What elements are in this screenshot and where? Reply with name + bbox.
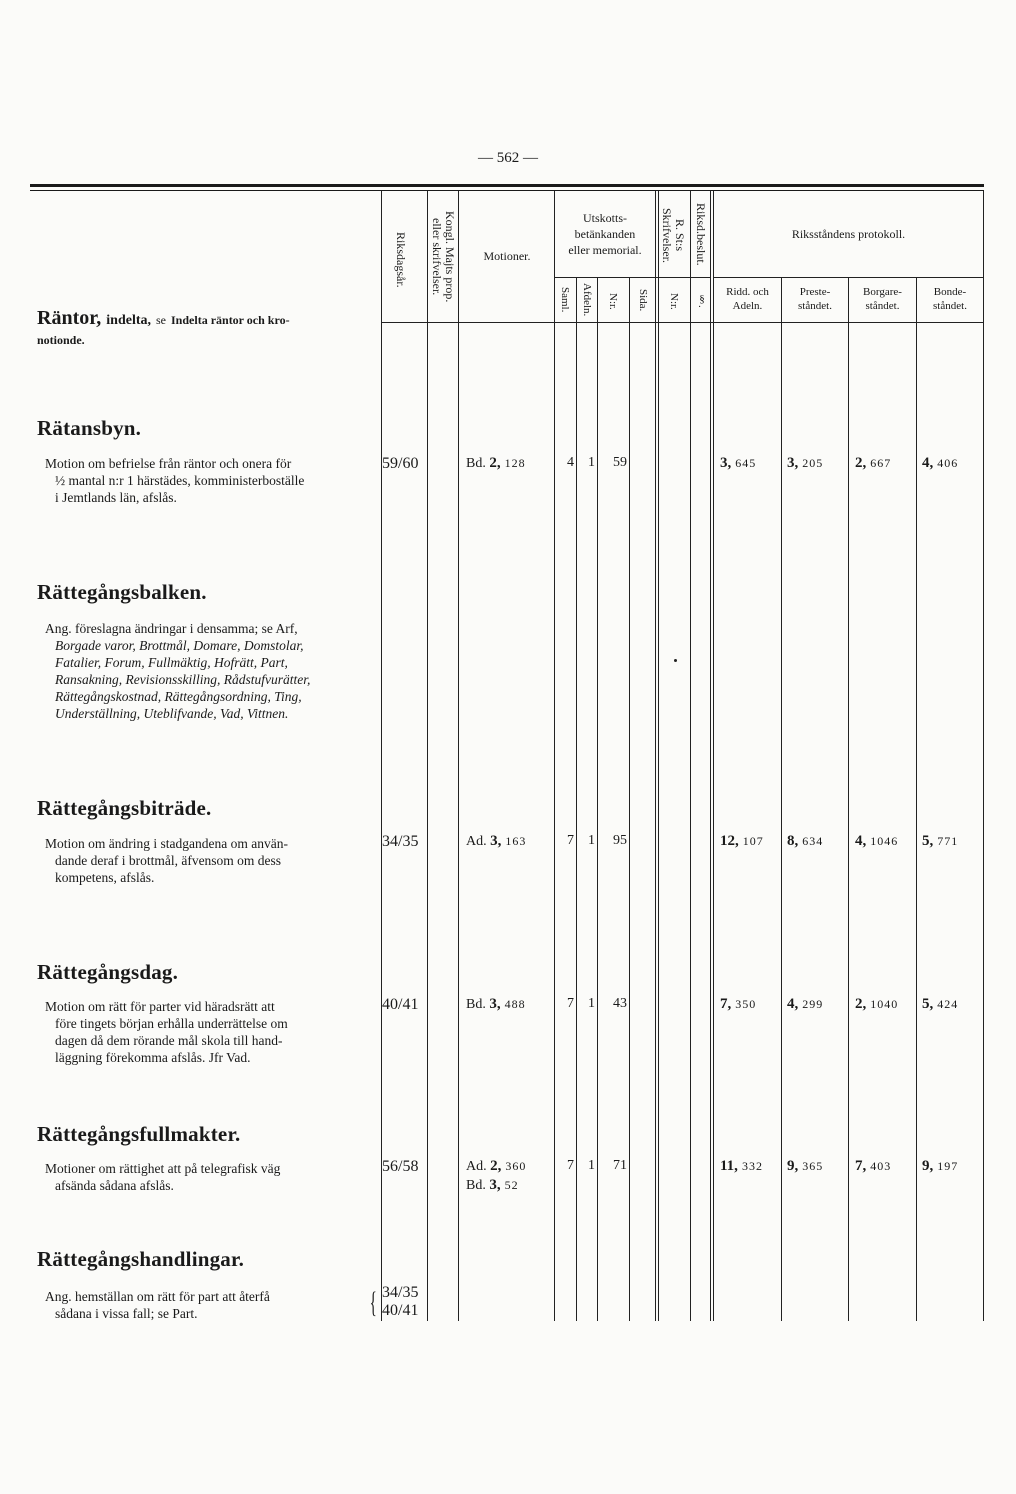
motion-cell: Ad. 2, 360 — [466, 1158, 527, 1174]
desc-line: Ransakning, Revisionsskilling, Rådstufvurätter, — [55, 672, 311, 687]
col-line-protokoll-left — [710, 191, 714, 1321]
col-line-bonde-left — [916, 278, 917, 1321]
motion-cell: Bd. 3, 52 — [466, 1177, 519, 1193]
header-rstis-skrifvelser: R. St:s Skrifvelser. — [660, 207, 687, 263]
year-cell: 40/41 — [382, 996, 419, 1013]
motion-cell: Bd. 3, 488 — [466, 996, 526, 1012]
col-line-rstis-left — [655, 191, 659, 1321]
saml-cell: 4 — [567, 455, 574, 470]
desc-line: kompetens, afslås. — [55, 870, 155, 885]
year-cell: 56/58 — [382, 1158, 419, 1175]
top-rule-thin — [30, 190, 984, 191]
header-utskotts: Utskotts- betänkanden eller memorial. — [568, 211, 642, 257]
borgare-cell: 2, 1040 — [855, 996, 899, 1012]
afdeln-cell: 1 — [588, 1158, 595, 1173]
col-line-kongl-left — [427, 191, 428, 1321]
page-number: — 562 — — [478, 150, 538, 166]
motion-cell: Bd. 2, 128 — [466, 455, 526, 471]
bonde-cell: 5, 424 — [922, 996, 959, 1012]
ridd-cell: 12, 107 — [720, 833, 764, 849]
nr-cell: 95 — [613, 833, 627, 848]
afdeln-cell: 1 — [588, 455, 595, 470]
desc-line: Motion om befrielse från räntor och onera för — [45, 456, 292, 471]
section-title-rattegangshandlingar: Rättegångshandlingar. — [37, 1247, 245, 1271]
col-line-sida-left — [629, 278, 630, 1321]
col-line-right — [983, 191, 984, 1321]
desc-line: dagen då dem rörande mål skola till hand- — [55, 1033, 283, 1048]
desc-line: Rättegångskostnad, Rättegångsordning, Ting, — [55, 689, 302, 704]
header-riksd-beslut: Riksd.beslut. — [694, 202, 708, 266]
desc-line: Motion om rätt för parter vid häradsrätt att — [45, 999, 275, 1014]
preste-cell: 8, 634 — [787, 833, 824, 849]
header-motioner: Motioner. — [483, 249, 531, 263]
header-kongl-prop: Kongl. Majts prop. eller skrifvelser. — [430, 211, 457, 303]
preste-cell: 3, 205 — [787, 455, 824, 471]
header-nr: N:r. — [607, 292, 619, 310]
rantor-indelta: indelta, — [106, 313, 152, 328]
bonde-cell: 9, 197 — [922, 1158, 959, 1174]
header-paragraph: §. — [696, 292, 708, 308]
borgare-cell: 4, 1046 — [855, 833, 899, 849]
subheader-line-utskotts — [554, 277, 710, 278]
desc-line: Motioner om rättighet att på telegrafisk väg — [45, 1161, 281, 1176]
ridd-cell: 11, 332 — [720, 1158, 763, 1174]
section-desc-rattegangsbitrade — [45, 835, 375, 886]
nr-cell: 43 — [613, 996, 627, 1011]
header-riksdagsar: Riksdagsår. — [394, 232, 408, 288]
rantor-ref: Indelta räntor och kro- — [171, 313, 290, 327]
col-line-riksd-left — [690, 191, 691, 1321]
nr-cell: 71 — [613, 1158, 627, 1173]
section-desc-ratansbyn — [45, 455, 375, 506]
col-line-borgare-left — [848, 278, 849, 1321]
desc-line: Underställning, Uteblifvande, Vad, Vittnen. — [55, 706, 289, 721]
ridd-cell: 3, 645 — [720, 455, 757, 471]
col-line-preste-left — [781, 278, 782, 1321]
rantor-se: se — [156, 313, 167, 327]
desc-line: i Jemtlands län, afslås. — [55, 490, 177, 505]
preste-cell: 9, 365 — [787, 1158, 824, 1174]
subheader-line-protokoll — [714, 277, 983, 278]
header-ridd-adeln: Ridd. och Adeln. — [726, 286, 769, 312]
desc-line: Ang. hemställan om rätt för part att återfå — [45, 1289, 270, 1304]
afdeln-cell: 1 — [588, 996, 595, 1011]
section-title-ratansbyn: Rätansbyn. — [37, 416, 142, 440]
col-line-afdeln-left — [576, 278, 577, 1321]
section-desc-rattegangsbalken — [45, 620, 375, 722]
year-cell: 59/60 — [382, 455, 419, 472]
borgare-cell: 2, 667 — [855, 455, 892, 471]
top-rule — [30, 184, 984, 187]
header-bottom-line — [381, 322, 983, 323]
afdeln-cell: 1 — [588, 833, 595, 848]
ink-dot — [674, 659, 677, 662]
rantor-title: Räntor, — [37, 307, 102, 329]
desc-line: afsända sådana afslås. — [55, 1178, 174, 1193]
preste-cell: 4, 299 — [787, 996, 824, 1012]
desc-line: läggning förekomma afslås. Jfr Vad. — [55, 1050, 251, 1065]
rantor-ref-cont: notionde. — [37, 333, 85, 347]
section-desc-rattegangsdag — [45, 998, 375, 1066]
col-line-utskotts-left — [554, 191, 555, 1321]
section-title-rattegangsbitrade: Rättegångsbiträde. — [37, 796, 212, 820]
header-saml: Saml. — [559, 287, 571, 313]
col-line-motioner-left — [458, 191, 459, 1321]
desc-line: Motion om ändring i stadgandena om använ- — [45, 836, 288, 851]
desc-line: före tingets början erhålla underrättelse om — [55, 1016, 288, 1031]
desc-line: Borgade varor, Brottmål, Domare, Domstolar, — [55, 638, 304, 653]
motion-cell: Ad. 3, 163 — [466, 833, 527, 849]
desc-line: dande deraf i brottmål, äfvensom om dess — [55, 853, 282, 868]
section-title-rattegangsbalken: Rättegångsbalken. — [37, 580, 207, 604]
header-bonde: Bonde- ståndet. — [933, 286, 967, 312]
col-line-riksdagsar-left — [381, 191, 382, 1321]
col-line-nr-left — [597, 278, 598, 1321]
header-riksstandens: Riksståndens protokoll. — [791, 227, 906, 241]
brace-icon: { — [369, 1286, 377, 1319]
ridd-cell: 7, 350 — [720, 996, 757, 1012]
desc-line: sådana i vissa fall; se Part. — [55, 1306, 198, 1321]
year-cell: 34/35 — [382, 833, 419, 850]
desc-line: Ang. föreslagna ändringar i densamma; se Arf, — [45, 621, 298, 636]
saml-cell: 7 — [567, 833, 574, 848]
header-afdeln: Afdeln. — [581, 283, 593, 317]
borgare-cell: 7, 403 — [855, 1158, 892, 1174]
desc-line: Fatalier, Forum, Fullmäktig, Hofrätt, Part, — [55, 655, 288, 670]
desc-line: ½ mantal n:r 1 härstädes, komministerboställe — [55, 473, 305, 488]
section-desc-rattegangshandlingar — [45, 1288, 355, 1322]
section-desc-rattegangsfullmakter — [45, 1160, 375, 1194]
bonde-cell: 5, 771 — [922, 833, 959, 849]
section-title-rattegangsfullmakter: Rättegångsfullmakter. — [37, 1122, 241, 1146]
bonde-cell: 4, 406 — [922, 455, 959, 471]
header-preste: Preste- ståndet. — [798, 286, 832, 312]
header-sida: Sida. — [637, 288, 649, 312]
saml-cell: 7 — [567, 996, 574, 1011]
header-nr-skrifvelser: N:r. — [668, 292, 680, 310]
year-cell: 40/41 — [382, 1302, 419, 1319]
nr-cell: 59 — [613, 455, 627, 470]
rantor-heading — [37, 307, 290, 332]
header-borgare: Borgare- ståndet. — [863, 286, 902, 312]
saml-cell: 7 — [567, 1158, 574, 1173]
section-title-rattegangsdag: Rättegångsdag. — [37, 960, 179, 984]
year-cell: 34/35 — [382, 1284, 419, 1301]
